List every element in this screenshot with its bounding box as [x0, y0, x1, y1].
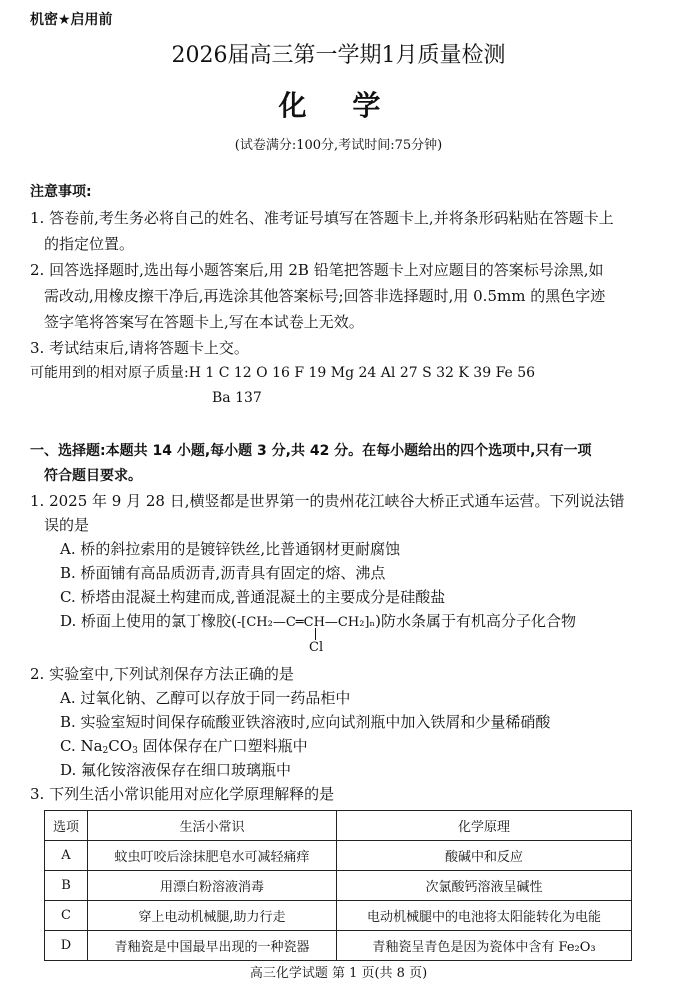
q2-option-b: B. 实验室短时间保存硫酸亚铁溶液时,应向试剂瓶中加入铁屑和少量稀硝酸	[60, 713, 551, 731]
q3-cell-option: B	[45, 871, 88, 901]
q3-cell-tip: 蚊虫叮咬后涂抹肥皂水可减轻痛痒	[88, 841, 337, 871]
notes-heading: 注意事项:	[30, 184, 92, 200]
q1-stem: 1. 2025 年 9 月 28 日,横竖都是世界第一的贵州花江峡谷大桥正式通车运营。下列说法错	[30, 492, 625, 510]
q1-option-d-suffix: )防水条属于有机高分子化合物	[375, 612, 576, 630]
notes-item-3: 3. 考试结束后,请将答题卡上交。	[30, 339, 249, 357]
subject-title: 化 学	[278, 89, 399, 122]
q2-c-suffix: 固体保存在广口塑料瓶中	[137, 737, 308, 755]
table-row	[45, 871, 632, 901]
notes-item-2-cont2: 签字笔将答案写在答题卡上,写在本试卷上无效。	[44, 313, 364, 331]
q3-header-option: 选项	[45, 811, 88, 841]
q3-cell-principle: 次氯酸钙溶液呈碱性	[337, 871, 632, 901]
q3-stem: 3. 下列生活小常识能用对应化学原理解释的是	[30, 785, 335, 803]
q2-c-prefix: C. Na	[60, 737, 103, 755]
q3-cell-tip: 青釉瓷是中国最早出现的一种瓷器	[88, 931, 337, 961]
q3-header-tip: 生活小常识	[88, 811, 337, 841]
page-footer: 高三化学试题 第 1 页(共 8 页)	[249, 966, 428, 981]
q1-option-d	[60, 612, 576, 632]
q1-stem-cont: 误的是	[44, 516, 90, 534]
q3-cell-principle: 青釉瓷呈青色是因为瓷体中含有 Fe₂O₃	[337, 931, 632, 961]
q2-option-c	[60, 737, 308, 760]
table-row	[45, 901, 632, 931]
q3-header-principle: 化学原理	[337, 811, 632, 841]
q3-cell-option: A	[45, 841, 88, 871]
q2-c-sub2: 3	[132, 746, 138, 756]
q1-option-d-prefix: D. 桥面上使用的氯丁橡胶(	[60, 612, 237, 630]
q3-table	[44, 810, 632, 961]
q2-option-a: A. 过氧化钠、乙醇可以存放于同一药品柜中	[60, 689, 351, 707]
exam-info: (试卷满分:100分,考试时间:75分钟)	[234, 138, 443, 153]
q1-option-b: B. 桥面铺有高品质沥青,沥青具有固定的熔、沸点	[60, 564, 386, 582]
q2-stem: 2. 实验室中,下列试剂保存方法正确的是	[30, 665, 294, 683]
q2-c-sub1: 2	[102, 746, 109, 756]
section-heading: 一、选择题:本题共 14 小题,每小题 3 分,共 42 分。在每小题给出的四个选项中,只有一项	[30, 443, 592, 459]
notes-item-1-cont: 的指定位置。	[44, 235, 135, 253]
notes-item-2: 2. 回答选择题时,选出每小题答案后,用 2B 铅笔把答题卡上对应题目的答案标号涂黑,如	[30, 261, 604, 279]
notes-item-2-cont: 需改动,用橡皮擦干净后,再选涂其他答案标号;回答非选择题时,用 0.5mm 的黑色字迹	[44, 287, 606, 305]
q3-table-header	[45, 811, 632, 841]
table-row	[45, 841, 632, 871]
table-row	[45, 931, 632, 961]
q1-option-a: A. 桥的斜拉索用的是镀锌铁丝,比普通钢材更耐腐蚀	[60, 540, 401, 558]
chloroprene-formula: -[CH₂—C═CH—CH₂]ₙ	[236, 615, 376, 630]
formula-branch-bond	[315, 628, 316, 640]
q3-cell-principle: 电动机械腿中的电池将太阳能转化为电能	[337, 901, 632, 931]
atomic-masses-cont: Ba 137	[212, 390, 262, 406]
q2-c-mid: CO	[108, 737, 133, 755]
confidential-mark: 机密★启用前	[30, 12, 113, 28]
formula-branch-cl: Cl	[309, 640, 324, 655]
q3-cell-option: C	[45, 901, 88, 931]
q1-option-c: C. 桥塔由混凝土构建而成,普通混凝土的主要成分是硅酸盐	[60, 588, 446, 606]
q3-cell-option: D	[45, 931, 88, 961]
q3-cell-principle: 酸碱中和反应	[337, 841, 632, 871]
q2-option-d: D. 氟化铵溶液保存在细口玻璃瓶中	[60, 761, 292, 779]
exam-title: 2026届高三第一学期1月质量检测	[171, 43, 506, 68]
notes-item-1: 1. 答卷前,考生务必将自己的姓名、准考证号填写在答题卡上,并将条形码粘贴在答题卡上	[30, 209, 614, 227]
q3-cell-tip: 穿上电动机械腿,助力行走	[88, 901, 337, 931]
section-heading-cont: 符合题目要求。	[44, 468, 142, 484]
atomic-masses: 可能用到的相对原子质量:H 1 C 12 O 16 F 19 Mg 24 Al 27 S 32 K 39 Fe 56	[30, 365, 536, 381]
q3-cell-tip: 用漂白粉溶液消毒	[88, 871, 337, 901]
